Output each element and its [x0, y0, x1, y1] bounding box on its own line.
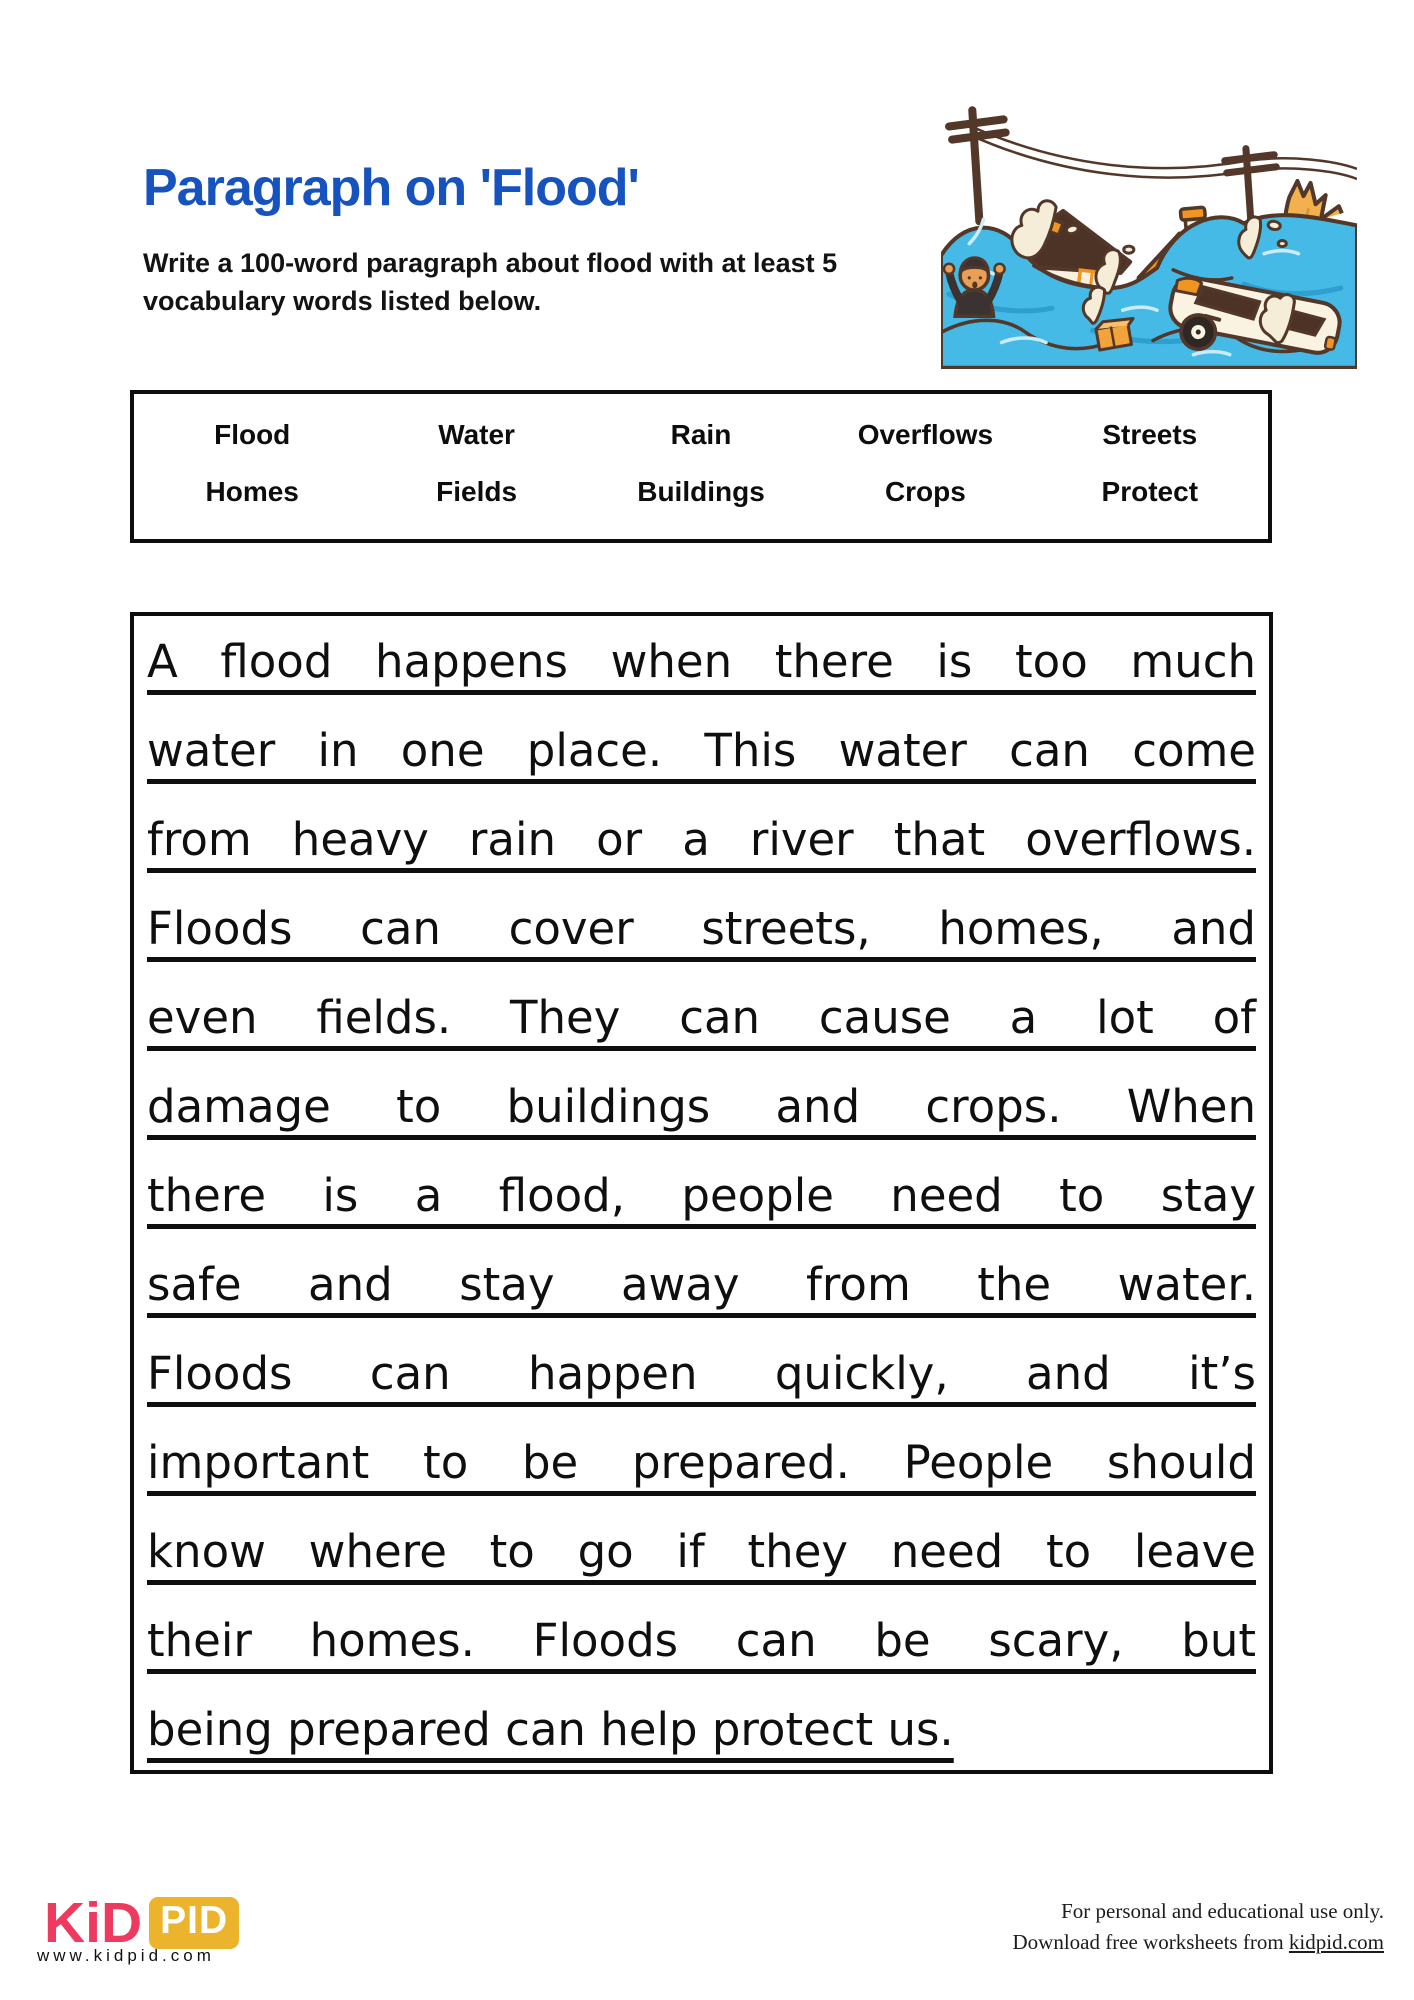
essay-line: know where to go if they need to leave: [147, 1525, 1256, 1578]
website-url: www.kidpid.com: [37, 1946, 215, 1965]
essay-line: there is a flood, people need to stay: [147, 1169, 1256, 1222]
essay-line: damage to buildings and crops. When: [147, 1080, 1256, 1133]
vocab-word-crops: Crops: [884, 476, 966, 508]
vocabulary-box: [130, 390, 1272, 543]
vocab-word-water: Water: [438, 418, 515, 450]
vocab-word-flood: Flood: [214, 418, 291, 450]
essay-line: being prepared can help protect us.: [147, 1703, 954, 1756]
kidpid-link[interactable]: kidpid.com: [1288, 1930, 1384, 1954]
vocab-word-buildings: Buildings: [637, 476, 765, 508]
vocab-word-fields: Fields: [436, 476, 518, 508]
essay-line: important to be prepared. People should: [147, 1436, 1256, 1489]
instructions-line-1: Write a 100-word paragraph about flood with at least 5: [143, 248, 838, 278]
flood-illustration: [941, 101, 1357, 369]
essay-line: Floods can cover streets, homes, and: [147, 902, 1256, 955]
essay-box: [130, 612, 1273, 1774]
kidpid-logo-kid: KiD: [44, 1891, 143, 1955]
essay-line: safe and stay away from the water.: [147, 1258, 1256, 1311]
kidpid-logo-pid-badge: PID: [149, 1897, 239, 1949]
vocab-word-protect: Protect: [1101, 476, 1199, 508]
essay-line: even fields. They can cause a lot of: [147, 991, 1256, 1044]
vocab-word-homes: Homes: [205, 476, 299, 508]
usage-note-line-1: For personal and educational use only.: [1061, 1899, 1384, 1923]
usage-note-line-2-text: Download free worksheets from: [1012, 1930, 1289, 1954]
essay-line: Floods can happen quickly, and it’s: [147, 1347, 1256, 1400]
page-title: Paragraph on 'Flood': [143, 159, 639, 217]
vocab-word-streets: Streets: [1102, 418, 1198, 450]
usage-note: [1013, 1896, 1385, 1958]
vocab-word-rain: Rain: [670, 418, 732, 450]
essay-line: water in one place. This water can come: [147, 724, 1256, 777]
essay-line: their homes. Floods can be scary, but: [147, 1614, 1256, 1667]
usage-note-line-2: [1013, 1927, 1385, 1958]
flood-scene-svg: [941, 101, 1357, 369]
instructions-line-2: vocabulary words listed below.: [143, 286, 542, 316]
instructions: [143, 244, 837, 320]
vocab-word-overflows: Overflows: [857, 418, 994, 450]
essay-line: from heavy rain or a river that overflows.: [147, 813, 1256, 866]
essay-line: A flood happens when there is too much: [147, 635, 1256, 688]
